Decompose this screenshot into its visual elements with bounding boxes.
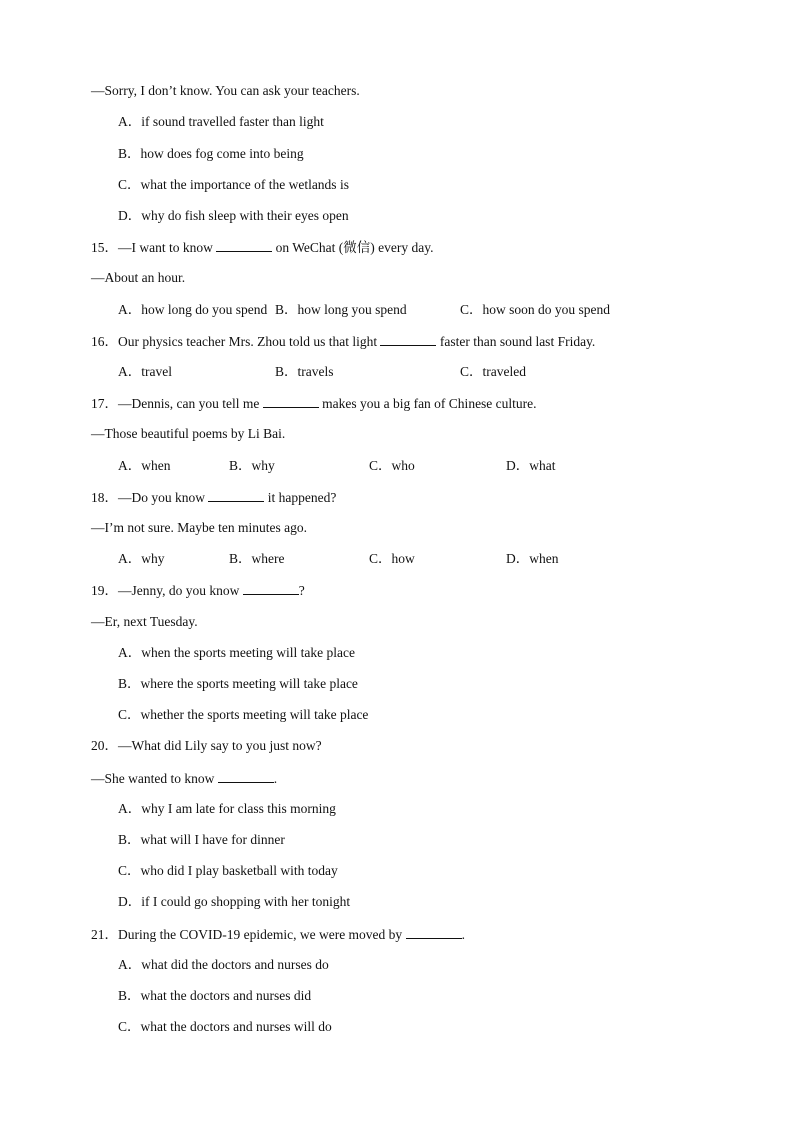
option-d: D．when bbox=[506, 551, 559, 566]
option-b: B．travels bbox=[275, 364, 334, 379]
option-d: D．why do fish sleep with their eyes open bbox=[118, 208, 349, 223]
question-18-text: 18．—Do you know bbox=[91, 490, 205, 505]
question-16 bbox=[91, 331, 595, 351]
question-19-text-end: ? bbox=[298, 583, 305, 598]
option-a: A．why bbox=[118, 551, 165, 566]
option-c: C．who did I play basketball with today bbox=[118, 863, 338, 878]
option-b: B．how long you spend bbox=[275, 302, 407, 317]
answer-text: —She wanted to know bbox=[91, 771, 215, 786]
options-row bbox=[118, 456, 678, 476]
option-a: A．when the sports meeting will take place bbox=[118, 645, 355, 660]
option-c: C．traveled bbox=[460, 364, 526, 379]
question-19 bbox=[91, 580, 305, 600]
option-d: D．what bbox=[506, 458, 556, 473]
answer-line: —I’m not sure. Maybe ten minutes ago. bbox=[91, 520, 307, 535]
option-b: B．what the doctors and nurses did bbox=[118, 988, 312, 1003]
answer-blank bbox=[406, 924, 462, 939]
option-b: B．why bbox=[229, 458, 275, 473]
question-15-text: 15．—I want to know bbox=[91, 240, 213, 255]
option-a: A．when bbox=[118, 458, 171, 473]
question-15-text-end: on WeChat (微信) every day. bbox=[275, 240, 434, 255]
option-b: B．where bbox=[229, 551, 285, 566]
answer-line: —Er, next Tuesday. bbox=[91, 614, 198, 629]
answer-blank bbox=[243, 580, 299, 595]
option-c: C．whether the sports meeting will take place bbox=[118, 707, 369, 722]
answer-line: —About an hour. bbox=[91, 270, 186, 285]
option-c: C．how soon do you spend bbox=[460, 302, 611, 317]
option-a: A．what did the doctors and nurses do bbox=[118, 957, 329, 972]
question-21-text: 21．During the COVID-19 epidemic, we were moved by bbox=[91, 927, 403, 942]
question-17-text: 17．—Dennis, can you tell me bbox=[91, 396, 260, 411]
question-17 bbox=[91, 393, 537, 413]
answer-blank bbox=[216, 237, 272, 252]
answer-text-end: . bbox=[273, 771, 278, 786]
answer-blank bbox=[380, 331, 436, 346]
option-a: A．why I am late for class this morning bbox=[118, 801, 336, 816]
answer-blank bbox=[263, 393, 319, 408]
options-row bbox=[118, 362, 678, 382]
option-b: B．where the sports meeting will take place bbox=[118, 676, 358, 691]
answer-blank bbox=[208, 487, 264, 502]
option-c: C．how bbox=[369, 551, 415, 566]
question-16-text: 16．Our physics teacher Mrs. Zhou told us that light bbox=[91, 334, 378, 349]
answer-blank bbox=[218, 768, 274, 783]
question-16-text-end: faster than sound last Friday. bbox=[439, 334, 596, 349]
option-c: C．who bbox=[369, 458, 415, 473]
option-a: A．travel bbox=[118, 364, 172, 379]
question-19-text: 19．—Jenny, do you know bbox=[91, 583, 240, 598]
answer-line bbox=[91, 768, 277, 788]
option-b: B．what will I have for dinner bbox=[118, 832, 285, 847]
question-18-text-end: it happened? bbox=[267, 490, 337, 505]
option-a: A．how long do you spend bbox=[118, 302, 268, 317]
question-21-text-end: . bbox=[461, 927, 465, 942]
question-15 bbox=[91, 237, 434, 257]
question-17-text-end: makes you a big fan of Chinese culture. bbox=[322, 396, 537, 411]
answer-line: —Those beautiful poems by Li Bai. bbox=[91, 426, 286, 441]
option-a: A．if sound travelled faster than light bbox=[118, 114, 324, 129]
question-20: 20．—What did Lily say to you just now? bbox=[91, 738, 322, 753]
question-21 bbox=[91, 924, 465, 944]
option-d: D．if I could go shopping with her tonight bbox=[118, 894, 351, 909]
options-row bbox=[118, 549, 678, 569]
question-18 bbox=[91, 487, 336, 507]
option-c: C．what the importance of the wetlands is bbox=[118, 177, 349, 192]
answer-line: —Sorry, I don’t know. You can ask your teachers. bbox=[91, 83, 360, 98]
options-row bbox=[118, 300, 678, 320]
option-c: C．what the doctors and nurses will do bbox=[118, 1019, 332, 1034]
option-b: B．how does fog come into being bbox=[118, 146, 304, 161]
